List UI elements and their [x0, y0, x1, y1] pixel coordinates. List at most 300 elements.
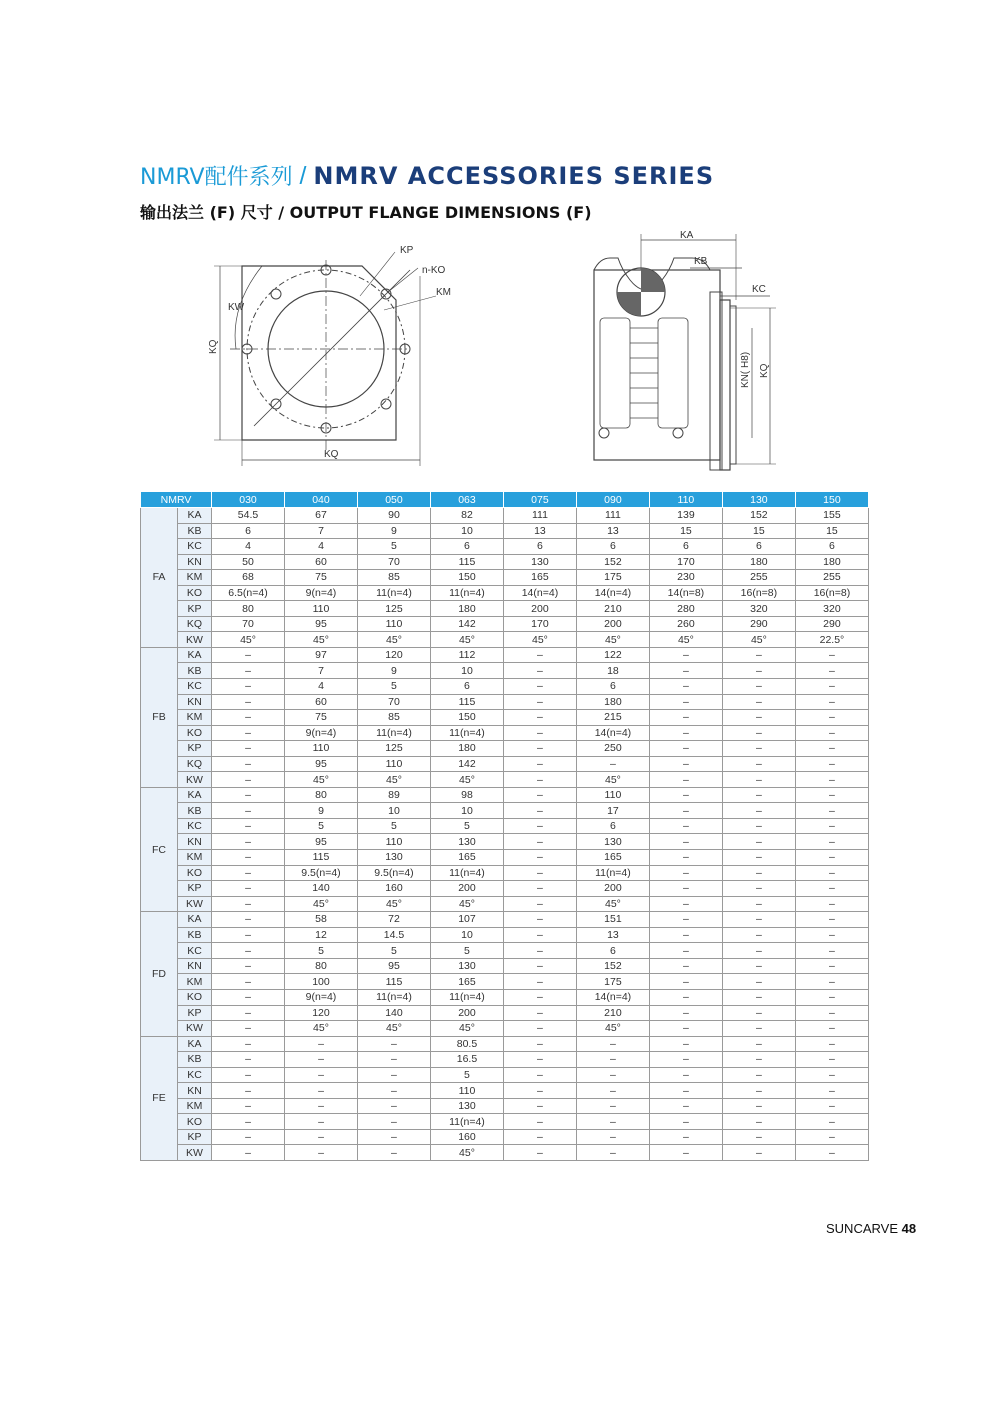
dimension-value-cell: – — [795, 943, 868, 959]
dimension-value-cell: 45° — [430, 1021, 503, 1037]
dimension-value-cell: – — [576, 1114, 649, 1130]
dimension-value-cell: 80 — [285, 958, 358, 974]
dimension-value-cell: – — [503, 1036, 576, 1052]
dimension-value-cell: 6 — [576, 679, 649, 695]
dimension-value-cell: 17 — [576, 803, 649, 819]
flange-type-cell: FA — [141, 508, 178, 648]
dimension-value-cell: 9(n=4) — [285, 989, 358, 1005]
dimension-value-cell: 14(n=8) — [649, 585, 722, 601]
dimension-value-cell: 200 — [430, 881, 503, 897]
dimension-value-cell: 14.5 — [357, 927, 430, 943]
dimension-value-cell: – — [503, 912, 576, 928]
dimension-value-cell: – — [649, 943, 722, 959]
dimension-value-cell: – — [722, 1129, 795, 1145]
dimension-value-cell: 120 — [285, 1005, 358, 1021]
dimension-value-cell: 98 — [430, 787, 503, 803]
dimension-value-cell: 10 — [357, 803, 430, 819]
dimension-value-cell: 140 — [357, 1005, 430, 1021]
dimension-value-cell: – — [722, 912, 795, 928]
dimension-value-cell: 11(n=4) — [430, 865, 503, 881]
dimension-value-cell: 97 — [285, 647, 358, 663]
table-row — [141, 818, 869, 834]
dimension-value-cell: – — [795, 1052, 868, 1068]
dimension-value-cell: – — [649, 1129, 722, 1145]
dimension-value-cell: 180 — [576, 694, 649, 710]
dimension-value-cell: 85 — [357, 710, 430, 726]
dimension-value-cell: 142 — [430, 756, 503, 772]
dimension-value-cell: 70 — [357, 694, 430, 710]
dimension-value-cell: – — [576, 1129, 649, 1145]
dimension-value-cell: – — [503, 881, 576, 897]
dimension-key-cell: KP — [178, 1005, 212, 1021]
dimension-value-cell: 95 — [285, 616, 358, 632]
label-kw: KW — [228, 302, 245, 313]
size-header: 040 — [285, 492, 358, 508]
dimension-value-cell: 110 — [285, 741, 358, 757]
dimension-value-cell: 45° — [357, 1021, 430, 1037]
title-en: NMRV ACCESSORIES SERIES — [313, 162, 715, 190]
dimension-value-cell: – — [722, 679, 795, 695]
dimension-value-cell: – — [649, 1052, 722, 1068]
dimension-value-cell: 45° — [357, 772, 430, 788]
table-row — [141, 756, 869, 772]
dimension-value-cell: 5 — [430, 818, 503, 834]
title-cn: NMRV配件系列 — [140, 165, 293, 190]
table-row — [141, 741, 869, 757]
dimension-value-cell: 125 — [357, 601, 430, 617]
table-row — [141, 1005, 869, 1021]
dimension-value-cell: 85 — [357, 570, 430, 586]
dimension-value-cell: 75 — [285, 570, 358, 586]
dimension-value-cell: – — [795, 912, 868, 928]
dimension-value-cell: 15 — [795, 523, 868, 539]
table-row — [141, 647, 869, 663]
dimension-value-cell: – — [576, 1067, 649, 1083]
dimension-key-cell: KO — [178, 725, 212, 741]
dimension-value-cell: – — [795, 974, 868, 990]
dimension-value-cell: – — [722, 927, 795, 943]
dimension-value-cell: 250 — [576, 741, 649, 757]
dimension-value-cell: 11(n=4) — [357, 725, 430, 741]
dimension-value-cell: – — [212, 850, 285, 866]
dimension-value-cell: – — [212, 803, 285, 819]
table-row — [141, 1114, 869, 1130]
dimension-value-cell: 115 — [430, 554, 503, 570]
table-header-row — [141, 492, 869, 508]
dimension-value-cell: – — [722, 756, 795, 772]
dimension-value-cell: – — [649, 912, 722, 928]
dimension-value-cell: – — [649, 881, 722, 897]
table-row — [141, 710, 869, 726]
dimension-value-cell: 9.5(n=4) — [357, 865, 430, 881]
dimension-value-cell: 115 — [357, 974, 430, 990]
dimension-value-cell: 122 — [576, 647, 649, 663]
dimension-value-cell: – — [795, 725, 868, 741]
dimension-value-cell: 110 — [576, 787, 649, 803]
dimension-value-cell: – — [212, 958, 285, 974]
dimension-value-cell: – — [722, 710, 795, 726]
dimension-value-cell: 70 — [212, 616, 285, 632]
dimension-value-cell: 140 — [285, 881, 358, 897]
size-header: 075 — [503, 492, 576, 508]
dimension-value-cell: – — [649, 647, 722, 663]
table-row — [141, 912, 869, 928]
dimension-value-cell: – — [503, 927, 576, 943]
dimension-value-cell: – — [503, 647, 576, 663]
dimension-value-cell: 82 — [430, 508, 503, 524]
dimension-value-cell: – — [722, 803, 795, 819]
dimension-value-cell: – — [212, 881, 285, 897]
dimension-value-cell: – — [722, 787, 795, 803]
dimension-value-cell: – — [722, 1067, 795, 1083]
dimension-value-cell: 255 — [795, 570, 868, 586]
dimension-value-cell: 72 — [357, 912, 430, 928]
dimension-value-cell: – — [795, 818, 868, 834]
dimension-value-cell: 6 — [430, 679, 503, 695]
dimension-value-cell: – — [576, 756, 649, 772]
dimension-value-cell: – — [795, 772, 868, 788]
dimension-value-cell: – — [649, 1067, 722, 1083]
dimension-value-cell: 260 — [649, 616, 722, 632]
dimension-key-cell: KM — [178, 974, 212, 990]
page-subtitle: 输出法兰 (F) 尺寸 / OUTPUT FLANGE DIMENSIONS (F) — [140, 203, 592, 222]
dimension-value-cell: 290 — [722, 616, 795, 632]
dimension-value-cell: – — [285, 1083, 358, 1099]
dimension-value-cell: 180 — [795, 554, 868, 570]
dimension-value-cell: – — [722, 896, 795, 912]
dimension-value-cell: – — [212, 741, 285, 757]
dimension-value-cell: – — [503, 1098, 576, 1114]
dimension-value-cell: – — [722, 943, 795, 959]
dimension-value-cell: – — [503, 865, 576, 881]
dimension-value-cell: 215 — [576, 710, 649, 726]
dimension-value-cell: 130 — [430, 834, 503, 850]
dimension-value-cell: 5 — [430, 1067, 503, 1083]
dimension-value-cell: – — [722, 741, 795, 757]
dimension-value-cell: – — [357, 1098, 430, 1114]
dimension-value-cell: 22.5° — [795, 632, 868, 648]
dimension-value-cell: 11(n=4) — [430, 725, 503, 741]
dimension-value-cell: 110 — [285, 601, 358, 617]
table-row — [141, 896, 869, 912]
dimension-value-cell: – — [795, 1145, 868, 1161]
dimension-value-cell: 180 — [722, 554, 795, 570]
dimension-value-cell: 11(n=4) — [357, 989, 430, 1005]
dimension-value-cell: 45° — [576, 772, 649, 788]
dimension-value-cell: 130 — [430, 958, 503, 974]
dimension-value-cell: – — [503, 679, 576, 695]
dimension-value-cell: – — [212, 679, 285, 695]
size-header: 050 — [357, 492, 430, 508]
dimension-value-cell: – — [722, 1114, 795, 1130]
label-km: KM — [436, 287, 451, 298]
dimension-value-cell: – — [795, 1098, 868, 1114]
dimension-value-cell: 5 — [357, 539, 430, 555]
dimension-value-cell: – — [357, 1083, 430, 1099]
dimension-key-cell: KN — [178, 694, 212, 710]
dimension-value-cell: 13 — [576, 927, 649, 943]
dimension-key-cell: KW — [178, 772, 212, 788]
dimension-value-cell: 45° — [576, 632, 649, 648]
dimension-value-cell: – — [795, 1083, 868, 1099]
dimension-value-cell: 67 — [285, 508, 358, 524]
dimension-value-cell: 9.5(n=4) — [285, 865, 358, 881]
dimension-value-cell: – — [503, 710, 576, 726]
dimension-key-cell: KB — [178, 1052, 212, 1068]
dimension-value-cell: – — [285, 1067, 358, 1083]
page-number: 48 — [901, 1221, 917, 1236]
dimension-value-cell: 110 — [357, 756, 430, 772]
dimension-value-cell: – — [576, 1036, 649, 1052]
dimension-value-cell: – — [576, 1145, 649, 1161]
table-corner-header: NMRV — [141, 492, 212, 508]
table-row — [141, 694, 869, 710]
dimension-value-cell: – — [722, 1021, 795, 1037]
dimension-value-cell: 6 — [503, 539, 576, 555]
dimension-value-cell: 14(n=4) — [576, 989, 649, 1005]
dimension-value-cell: 165 — [576, 850, 649, 866]
dimension-value-cell: – — [212, 1005, 285, 1021]
dimension-value-cell: 95 — [357, 958, 430, 974]
dimension-value-cell: 200 — [503, 601, 576, 617]
dimension-value-cell: 54.5 — [212, 508, 285, 524]
table-row — [141, 772, 869, 788]
dimension-value-cell: – — [722, 1036, 795, 1052]
dimension-value-cell: – — [212, 943, 285, 959]
dimension-value-cell: 230 — [649, 570, 722, 586]
dimension-value-cell: 150 — [430, 710, 503, 726]
dimension-value-cell: – — [212, 725, 285, 741]
dimension-value-cell: – — [722, 1005, 795, 1021]
dimension-value-cell: 130 — [503, 554, 576, 570]
table-row — [141, 1083, 869, 1099]
dimension-value-cell: – — [722, 958, 795, 974]
table-row — [141, 1067, 869, 1083]
table-row — [141, 865, 869, 881]
dimension-key-cell: KM — [178, 710, 212, 726]
dimension-value-cell: 15 — [722, 523, 795, 539]
title-separator: / — [292, 162, 314, 190]
dimension-value-cell: – — [212, 1145, 285, 1161]
dimension-value-cell: – — [795, 865, 868, 881]
dimension-value-cell: 45° — [503, 632, 576, 648]
dimension-value-cell: – — [503, 787, 576, 803]
table-row — [141, 881, 869, 897]
dimension-value-cell: 5 — [285, 818, 358, 834]
dimension-value-cell: 280 — [649, 601, 722, 617]
table-row — [141, 803, 869, 819]
dimension-value-cell: 155 — [795, 508, 868, 524]
dimension-key-cell: KO — [178, 865, 212, 881]
table-row — [141, 974, 869, 990]
dimension-value-cell: – — [357, 1067, 430, 1083]
dimension-value-cell: – — [503, 772, 576, 788]
dimension-value-cell: – — [285, 1129, 358, 1145]
dimension-value-cell: 16.5 — [430, 1052, 503, 1068]
dimension-value-cell: – — [795, 1129, 868, 1145]
dimension-value-cell: 60 — [285, 694, 358, 710]
dimension-value-cell: – — [212, 1067, 285, 1083]
dimension-key-cell: KP — [178, 1129, 212, 1145]
dimension-value-cell: 10 — [430, 663, 503, 679]
dimension-value-cell: – — [212, 787, 285, 803]
dimension-value-cell: – — [503, 741, 576, 757]
size-header: 150 — [795, 492, 868, 508]
dimension-value-cell: – — [212, 974, 285, 990]
dimension-value-cell: – — [795, 1067, 868, 1083]
dimension-key-cell: KN — [178, 958, 212, 974]
dimension-value-cell: 6 — [212, 523, 285, 539]
dimension-key-cell: KA — [178, 1036, 212, 1052]
dimension-key-cell: KC — [178, 943, 212, 959]
dimension-value-cell: 80.5 — [430, 1036, 503, 1052]
dimension-value-cell: 95 — [285, 834, 358, 850]
label-ka: KA — [680, 230, 694, 241]
dimension-value-cell: 111 — [576, 508, 649, 524]
label-kp: KP — [400, 245, 414, 256]
dimension-value-cell: 80 — [212, 601, 285, 617]
dimension-value-cell: 139 — [649, 508, 722, 524]
table-row — [141, 787, 869, 803]
dimension-value-cell: 130 — [576, 834, 649, 850]
dimension-value-cell: 152 — [576, 958, 649, 974]
dimension-value-cell: – — [795, 1036, 868, 1052]
label-kq-bottom: KQ — [324, 449, 339, 460]
dimension-value-cell: – — [212, 1098, 285, 1114]
dimension-value-cell: 170 — [649, 554, 722, 570]
dimension-value-cell: – — [503, 1005, 576, 1021]
dimension-value-cell: 5 — [285, 943, 358, 959]
dimension-value-cell: – — [576, 1098, 649, 1114]
dimension-value-cell: – — [649, 834, 722, 850]
dimension-value-cell: 120 — [357, 647, 430, 663]
dimension-value-cell: 255 — [722, 570, 795, 586]
dimension-value-cell: 175 — [576, 570, 649, 586]
dimension-value-cell: – — [503, 850, 576, 866]
dimension-value-cell: – — [795, 881, 868, 897]
table-row — [141, 663, 869, 679]
size-header: 090 — [576, 492, 649, 508]
dimension-value-cell: 130 — [430, 1098, 503, 1114]
dimension-value-cell: 80 — [285, 787, 358, 803]
dimension-value-cell: – — [722, 1083, 795, 1099]
table-row — [141, 1129, 869, 1145]
dimension-value-cell: – — [285, 1114, 358, 1130]
dimension-value-cell: – — [795, 850, 868, 866]
dimension-value-cell: 10 — [430, 523, 503, 539]
dimension-value-cell: – — [649, 974, 722, 990]
dimension-value-cell: – — [649, 1145, 722, 1161]
dimension-value-cell: – — [649, 725, 722, 741]
dimension-value-cell: 13 — [503, 523, 576, 539]
dimension-value-cell: – — [212, 663, 285, 679]
dimension-value-cell: – — [503, 1145, 576, 1161]
dimension-value-cell: – — [795, 694, 868, 710]
size-header: 030 — [212, 492, 285, 508]
dimension-value-cell: 200 — [576, 616, 649, 632]
dimension-value-cell: – — [722, 881, 795, 897]
dimension-key-cell: KQ — [178, 616, 212, 632]
label-kn-h8: KN( H8) — [740, 351, 751, 388]
dimension-value-cell: – — [722, 772, 795, 788]
dimension-key-cell: KP — [178, 741, 212, 757]
dimension-value-cell: 89 — [357, 787, 430, 803]
dimension-value-cell: – — [649, 927, 722, 943]
dimension-value-cell: – — [649, 989, 722, 1005]
dimension-value-cell: 4 — [212, 539, 285, 555]
dimension-value-cell: – — [649, 787, 722, 803]
table-row — [141, 523, 869, 539]
dimension-value-cell: – — [503, 1083, 576, 1099]
dimension-value-cell: – — [722, 989, 795, 1005]
dimension-value-cell: – — [212, 647, 285, 663]
dimension-value-cell: 151 — [576, 912, 649, 928]
dimension-value-cell: 45° — [357, 632, 430, 648]
dimension-value-cell: – — [212, 772, 285, 788]
dimension-value-cell: – — [212, 912, 285, 928]
dimension-value-cell: 6 — [430, 539, 503, 555]
dimension-value-cell: – — [722, 865, 795, 881]
dimension-value-cell: 9 — [285, 803, 358, 819]
dimension-value-cell: 12 — [285, 927, 358, 943]
dimension-value-cell: – — [503, 958, 576, 974]
dimension-value-cell: 50 — [212, 554, 285, 570]
dimension-value-cell: – — [795, 787, 868, 803]
dimension-value-cell: 13 — [576, 523, 649, 539]
table-row — [141, 679, 869, 695]
dimension-key-cell: KP — [178, 881, 212, 897]
dimension-value-cell: – — [503, 1114, 576, 1130]
dimension-value-cell: – — [795, 989, 868, 1005]
dimension-value-cell: 6 — [795, 539, 868, 555]
dimension-value-cell: – — [212, 756, 285, 772]
dimension-value-cell: 160 — [357, 881, 430, 897]
flange-type-cell: FC — [141, 787, 178, 911]
dimension-value-cell: 45° — [430, 896, 503, 912]
dimension-key-cell: KO — [178, 585, 212, 601]
table-row — [141, 958, 869, 974]
table-row — [141, 989, 869, 1005]
dimension-value-cell: 10 — [430, 803, 503, 819]
dimension-value-cell: – — [503, 989, 576, 1005]
dimension-value-cell: 11(n=4) — [430, 989, 503, 1005]
dimension-key-cell: KA — [178, 912, 212, 928]
dimension-value-cell: – — [649, 1005, 722, 1021]
dimension-value-cell: – — [722, 850, 795, 866]
dimension-value-cell: 75 — [285, 710, 358, 726]
dimension-value-cell: – — [212, 694, 285, 710]
dimension-key-cell: KN — [178, 554, 212, 570]
dimension-value-cell: – — [649, 818, 722, 834]
dimension-value-cell: 4 — [285, 539, 358, 555]
dimension-key-cell: KB — [178, 523, 212, 539]
dimension-value-cell: 11(n=4) — [430, 1114, 503, 1130]
dimension-value-cell: 14(n=4) — [576, 585, 649, 601]
dimension-value-cell: 45° — [430, 772, 503, 788]
dimension-value-cell: 7 — [285, 663, 358, 679]
dimension-value-cell: – — [212, 927, 285, 943]
dimension-value-cell: – — [357, 1114, 430, 1130]
dimension-value-cell: – — [795, 803, 868, 819]
dimension-value-cell: 210 — [576, 1005, 649, 1021]
table-row — [141, 554, 869, 570]
dimension-value-cell: – — [649, 694, 722, 710]
dimension-value-cell: – — [503, 1052, 576, 1068]
table-row — [141, 1145, 869, 1161]
dimension-value-cell: 90 — [357, 508, 430, 524]
dimension-value-cell: 45° — [649, 632, 722, 648]
table-row — [141, 1021, 869, 1037]
